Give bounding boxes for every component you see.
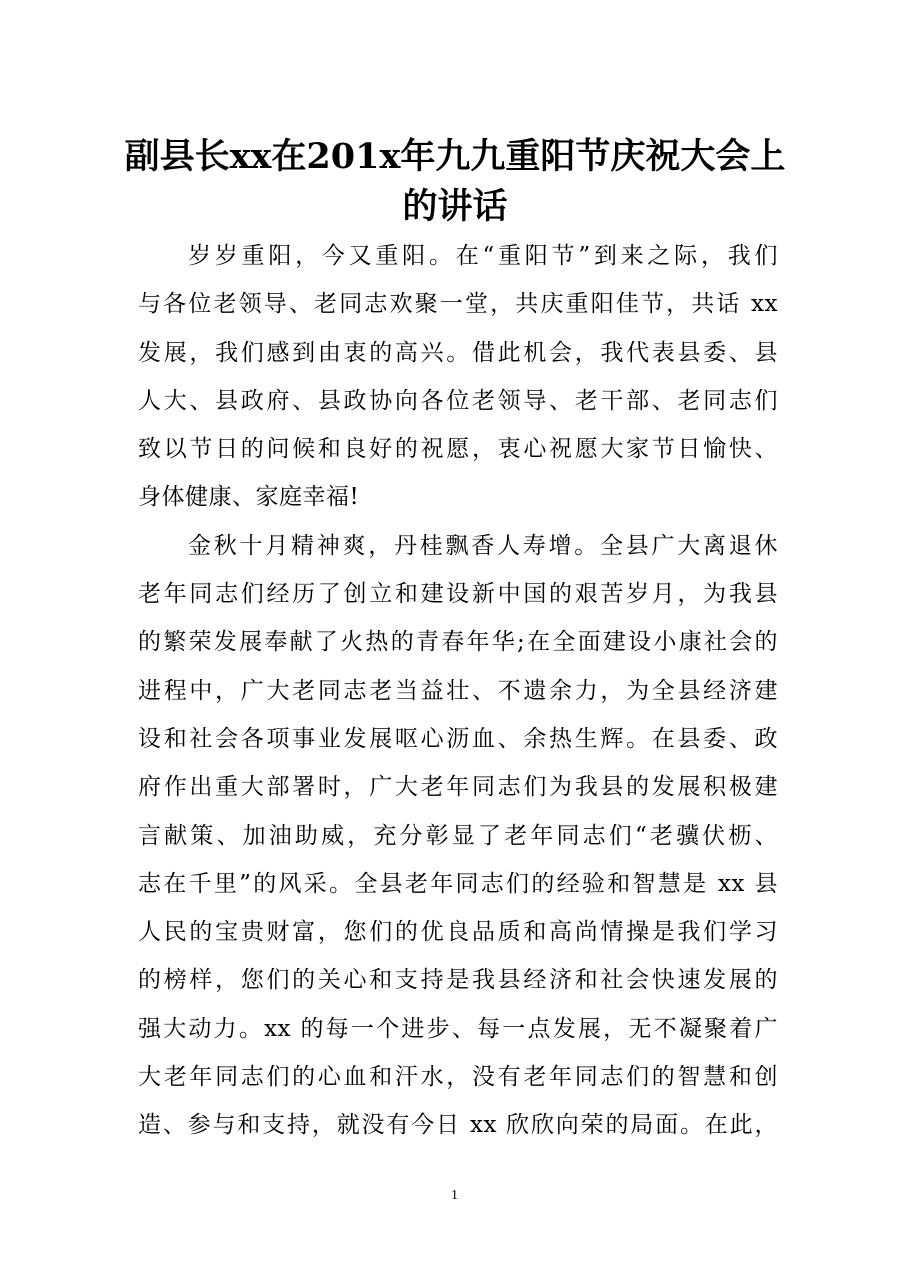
- text-line: 发展，我们感到由衷的高兴。借此机会，我代表县委、县: [138, 339, 778, 366]
- text-line: 致以节日的问候和良好的祝愿，衷心祝愿大家节日愉快、: [138, 436, 778, 463]
- paragraph-1: [138, 232, 778, 522]
- text-line: 进程中，广大老同志老当益壮、不遗余力，为全县经济建: [138, 677, 778, 704]
- title-line-1: 副县长xx在201x年九九重阳节庆祝大会上: [124, 136, 786, 177]
- text-line: 人民的宝贵财富，您们的优良品质和高尚情操是我们学习: [138, 919, 778, 946]
- text-line: 志在千里”的风采。全县老年同志们的经验和智慧是 xx 县: [138, 870, 778, 897]
- title-line-2: 的讲话: [402, 186, 508, 227]
- text-line: 强大动力。xx 的每一个进步、每一点发展，无不凝聚着广: [138, 1015, 778, 1042]
- document-title: [120, 132, 790, 232]
- page-number: 1: [451, 1188, 458, 1203]
- text-line: 大老年同志们的心血和汗水，没有老年同志们的智慧和创: [138, 1064, 778, 1091]
- document-body: [138, 232, 778, 1150]
- text-line: 造、参与和支持，就没有今日 xx 欣欣向荣的局面。在此，: [138, 1112, 778, 1139]
- paragraph-2: [138, 522, 778, 1150]
- text-line: 设和社会各项事业发展呕心沥血、余热生辉。在县委、政: [138, 725, 778, 752]
- text-line: 与各位老领导、老同志欢聚一堂，共庆重阳佳节，共话 xx: [138, 291, 778, 318]
- text-line: 人大、县政府、县政协向各位老领导、老干部、老同志们: [138, 387, 778, 414]
- text-line: 言献策、加油助威，充分彰显了老年同志们“老骥伏枥、: [138, 822, 778, 849]
- text-line: 的榜样，您们的关心和支持是我县经济和社会快速发展的: [138, 967, 778, 994]
- text-line: 身体健康、家庭幸福!: [138, 484, 360, 511]
- text-line: 岁岁重阳，今又重阳。在“重阳节”到来之际，我们: [188, 243, 778, 269]
- text-line: 老年同志们经历了创立和建设新中国的艰苦岁月，为我县: [138, 581, 778, 608]
- text-line: 的繁荣发展奉献了火热的青春年华;在全面建设小康社会的: [138, 629, 778, 656]
- text-line: 金秋十月精神爽，丹桂飘香人寿增。全县广大离退休: [188, 532, 778, 559]
- text-line: 府作出重大部署时，广大老年同志们为我县的发展积极建: [138, 774, 778, 801]
